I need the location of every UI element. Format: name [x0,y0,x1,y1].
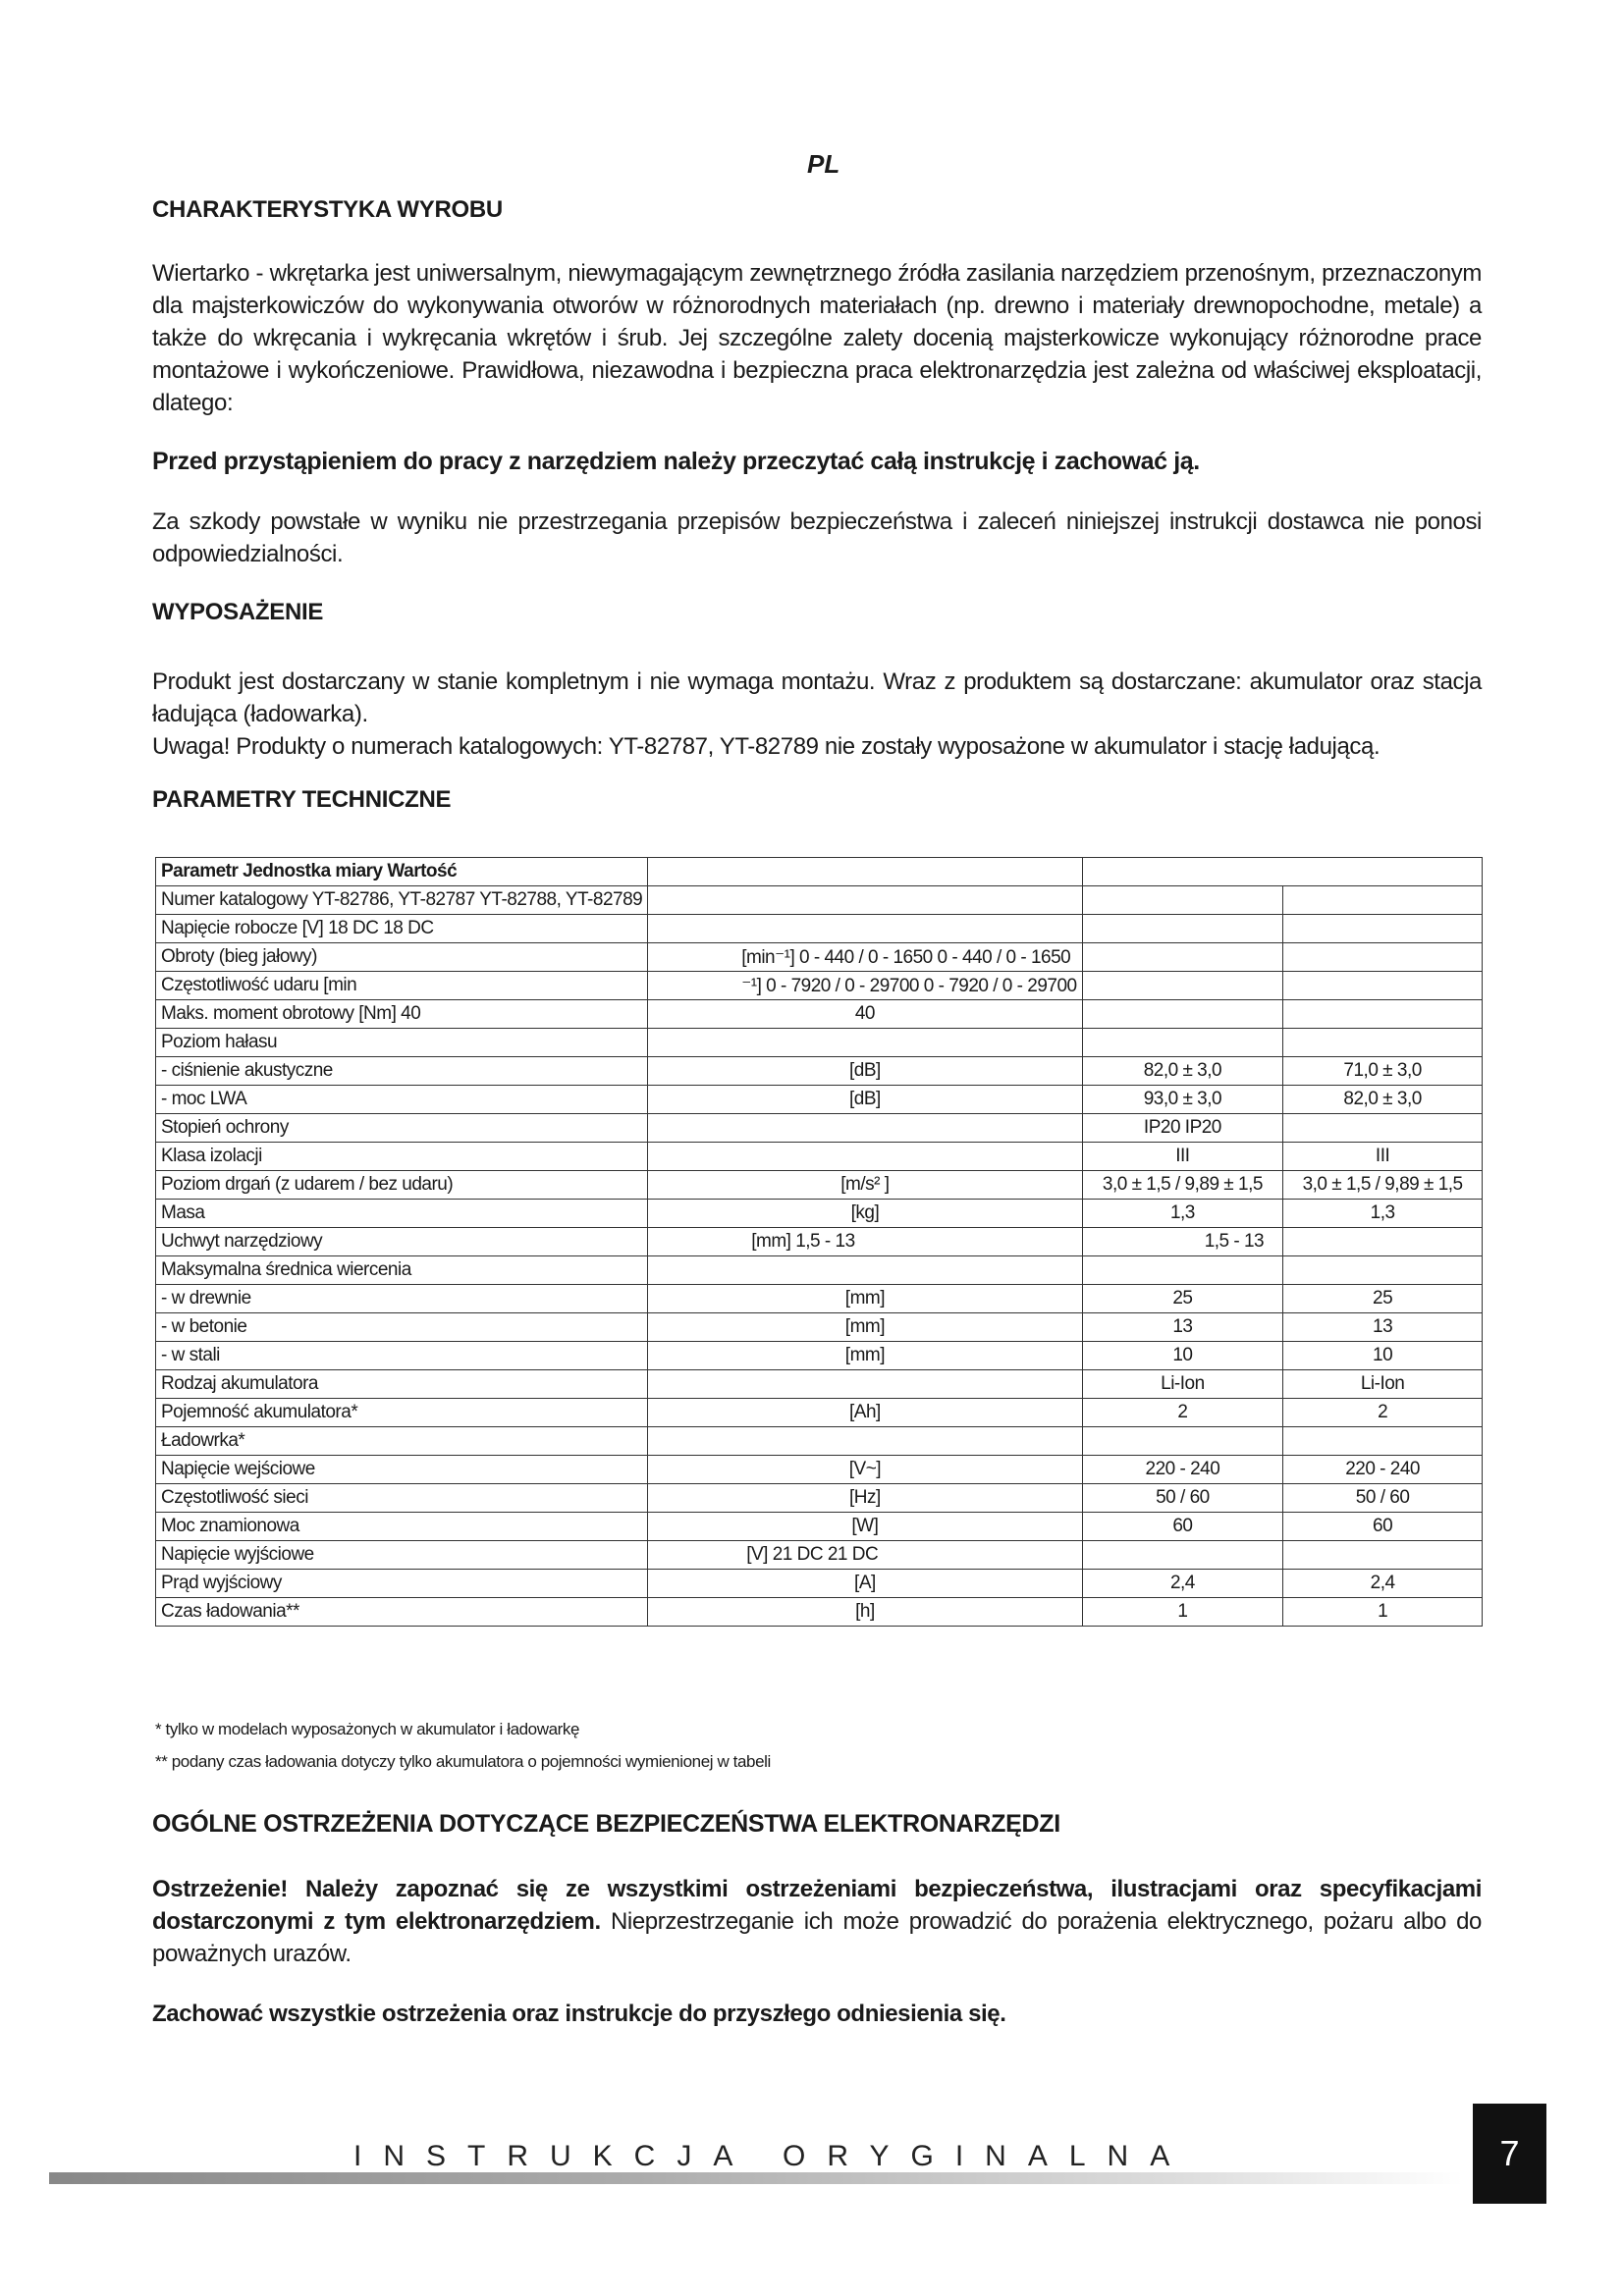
value-cell: 1,5 - 13 [1082,1228,1283,1256]
value-cell: 50 / 60 [1082,1484,1283,1513]
value-cell [1082,1000,1283,1029]
value-cell [1283,1000,1483,1029]
parameter-name-cell: Napięcie robocze [V] 18 DC 18 DC [156,915,648,943]
equipment-note: Uwaga! Produkty o numerach katalogowych: YT-82787, YT-82789 nie zostały wyposażone w akumulator i stację ładującą. [152,733,1380,760]
value-cell [1283,1114,1483,1143]
table-row [156,1285,1483,1313]
value-cell: 1,3 [1283,1200,1483,1228]
parameter-name-cell: Napięcie wejściowe [156,1456,648,1484]
parameter-name-cell: Poziom drgań (z udarem / bez udaru) [156,1171,648,1200]
value-cell: 25 [1283,1285,1483,1313]
value-cell [1283,886,1483,915]
section-heading-characteristics: CHARAKTERYSTYKA WYROBU [152,196,503,223]
table-row [156,1484,1483,1513]
value-cell: 71,0 ± 3,0 [1283,1057,1483,1086]
warning-bold-text: Ostrzeżenie! Należy zapoznać się ze wszystkimi ostrzeżeniami bezpieczeństwa, ilustracjami oraz specyfikacjami dostarczonymi z tym elektronarzędziem. [152,1876,1482,1935]
value-cell [1283,1228,1483,1256]
unit-cell [648,886,1082,915]
value-cell [1082,972,1283,1000]
parameter-name-cell: Rodzaj akumulatora [156,1370,648,1399]
table-row [156,1228,1483,1256]
value-cell [1283,972,1483,1000]
parameter-name-cell: Pojemność akumulatora* [156,1399,648,1427]
value-cell: 50 / 60 [1283,1484,1483,1513]
value-cell: IP20 IP20 [1082,1114,1283,1143]
keep-instructions-notice: Zachować wszystkie ostrzeżenia oraz instrukcje do przyszłego odniesienia się. [152,2001,1006,2027]
unit-cell [648,1256,1082,1285]
unit-cell: [mm] [648,1342,1082,1370]
value-cell: 2,4 [1283,1570,1483,1598]
value-cell: 1,3 [1082,1200,1283,1228]
table-row [156,1427,1483,1456]
parameter-name-cell: - ciśnienie akustyczne [156,1057,648,1086]
unit-cell [648,1114,1082,1143]
unit-cell: [dB] [648,1057,1082,1086]
table-row [156,1256,1483,1285]
unit-cell: [W] [648,1513,1082,1541]
value-cell [1082,1541,1283,1570]
unit-cell [648,1143,1082,1171]
value-cell: 1 [1283,1598,1483,1627]
table-row [156,1114,1483,1143]
value-cell: 10 [1082,1342,1283,1370]
value-cell [1283,1541,1483,1570]
unit-cell: [h] [648,1598,1082,1627]
unit-cell: [mm] 1,5 - 13 [648,1228,1082,1256]
table-row [156,1570,1483,1598]
table-row [156,886,1483,915]
table-row [156,915,1483,943]
value-cell: III [1283,1143,1483,1171]
table-row [156,1313,1483,1342]
parameter-name-cell: Stopień ochrony [156,1114,648,1143]
value-cell: 93,0 ± 3,0 [1082,1086,1283,1114]
language-label: PL [807,149,840,179]
value-cell: 3,0 ± 1,5 / 9,89 ± 1,5 [1283,1171,1483,1200]
value-cell: 3,0 ± 1,5 / 9,89 ± 1,5 [1082,1171,1283,1200]
table-row [156,1541,1483,1570]
value-cell: 60 [1283,1513,1483,1541]
read-instructions-notice: Przed przystąpieniem do pracy z narzędziem należy przeczytać całą instrukcję i zachować ją. [152,448,1200,475]
value-cell [1082,886,1283,915]
unit-cell [648,1427,1082,1456]
table-row [156,1342,1483,1370]
parameter-name-cell: Masa [156,1200,648,1228]
unit-cell: [V~] [648,1456,1082,1484]
table-row [156,1399,1483,1427]
unit-cell: [V] 21 DC 21 DC [648,1541,1082,1570]
value-cell [1082,1427,1283,1456]
unit-cell [648,1029,1082,1057]
table-row [156,1513,1483,1541]
value-cell: 82,0 ± 3,0 [1082,1057,1283,1086]
unit-cell: [Hz] [648,1484,1082,1513]
parameter-name-cell: Ładowrka* [156,1427,648,1456]
value-cell: 2 [1283,1399,1483,1427]
value-cell: III [1082,1143,1283,1171]
value-cell: 2,4 [1082,1570,1283,1598]
parameter-name-cell: Numer katalogowy YT-82786, YT-82787 YT-82788, YT-82789 [156,886,648,915]
parameter-name-cell: Moc znamionowa [156,1513,648,1541]
table-cell [1082,858,1482,886]
unit-cell: [A] [648,1570,1082,1598]
parameter-name-cell: - moc LWA [156,1086,648,1114]
value-cell [1283,943,1483,972]
footer-title: INSTRUKCJA ORYGINALNA [353,2140,1192,2172]
value-cell [1283,1427,1483,1456]
table-header-row [156,858,1483,886]
value-cell [1283,1256,1483,1285]
warning-text: Nieprzestrzeganie ich może prowadzić do porażenia elektrycznego, pożaru albo do poważnych urazów. [152,1908,1482,1967]
value-cell: Li-Ion [1082,1370,1283,1399]
value-cell: 25 [1082,1285,1283,1313]
table-row [156,1598,1483,1627]
value-cell [1082,915,1283,943]
table-cell [648,858,1082,886]
unit-cell: [mm] [648,1313,1082,1342]
parameter-name-cell: - w betonie [156,1313,648,1342]
unit-cell: [Ah] [648,1399,1082,1427]
table-row [156,1200,1483,1228]
parameter-name-cell: Prąd wyjściowy [156,1570,648,1598]
equipment-paragraph: Produkt jest dostarczany w stanie kompletnym i nie wymaga montażu. Wraz z produktem są dostarczane: akumulator oraz stacja ładująca (ładowarka). [152,668,1482,727]
value-cell: 1 [1082,1598,1283,1627]
value-cell: 220 - 240 [1283,1456,1483,1484]
unit-cell: [kg] [648,1200,1082,1228]
table-row [156,1456,1483,1484]
value-cell: 220 - 240 [1082,1456,1283,1484]
table-row [156,1370,1483,1399]
parameter-name-cell: Napięcie wyjściowe [156,1541,648,1570]
parameter-name-cell: Maks. moment obrotowy [Nm] 40 [156,1000,648,1029]
footnote-battery: * tylko w modelach wyposażonych w akumulator i ładowarkę [155,1720,580,1738]
parameter-name-cell: Obroty (bieg jałowy) [156,943,648,972]
unit-cell: [min⁻¹] 0 - 440 / 0 - 1650 0 - 440 / 0 - 1650 [648,943,1082,972]
table-row [156,1143,1483,1171]
section-heading-technical: PARAMETRY TECHNICZNE [152,786,452,813]
footer-gradient-bar [49,2172,1463,2184]
technical-parameters-table [155,857,1483,1627]
unit-cell: ⁻¹] 0 - 7920 / 0 - 29700 0 - 7920 / 0 - 29700 [648,972,1082,1000]
parameter-name-cell: - w stali [156,1342,648,1370]
value-cell [1283,1029,1483,1057]
parameter-name-cell: Maksymalna średnica wiercenia [156,1256,648,1285]
parameter-name-cell: Czas ładowania** [156,1598,648,1627]
unit-cell: [dB] [648,1086,1082,1114]
value-cell [1283,915,1483,943]
value-cell: 10 [1283,1342,1483,1370]
table-header-cell: Parametr Jednostka miary Wartość [156,858,648,886]
unit-cell [648,915,1082,943]
parameter-name-cell: Uchwyt narzędziowy [156,1228,648,1256]
value-cell: 60 [1082,1513,1283,1541]
safety-warning-paragraph [152,1873,1482,1970]
unit-cell [648,1370,1082,1399]
table-row [156,943,1483,972]
value-cell: Li-Ion [1283,1370,1483,1399]
unit-cell: [mm] [648,1285,1082,1313]
footnote-charging: ** podany czas ładowania dotyczy tylko akumulatora o pojemności wymienionej w tabeli [155,1752,771,1771]
section-heading-equipment: WYPOSAŻENIE [152,599,324,625]
parameter-name-cell: Częstotliwość udaru [min [156,972,648,1000]
page-number: 7 [1473,2104,1546,2204]
value-cell [1082,943,1283,972]
unit-cell: 40 [648,1000,1082,1029]
unit-cell: [m/s² ] [648,1171,1082,1200]
parameter-name-cell: Klasa izolacji [156,1143,648,1171]
value-cell: 2 [1082,1399,1283,1427]
liability-paragraph: Za szkody powstałe w wyniku nie przestrzegania przepisów bezpieczeństwa i zaleceń niniejszej instrukcji dostawca nie ponosi odpowiedzialności. [152,508,1482,567]
table-row [156,1000,1483,1029]
parameter-name-cell: Częstotliwość sieci [156,1484,648,1513]
value-cell: 13 [1283,1313,1483,1342]
table-row [156,1171,1483,1200]
value-cell: 82,0 ± 3,0 [1283,1086,1483,1114]
table-row [156,972,1483,1000]
table-row [156,1029,1483,1057]
value-cell: 13 [1082,1313,1283,1342]
section-heading-safety: OGÓLNE OSTRZEŻENIA DOTYCZĄCE BEZPIECZEŃSTWA ELEKTRONARZĘDZI [152,1810,1060,1838]
characteristics-paragraph: Wiertarko - wkrętarka jest uniwersalnym, niewymagającym zewnętrznego źródła zasilania narzędziem przenośnym, przeznaczonym dla majsterkowiczów do wykonywania otworów w różnorodnych materiałach (np. drewno i materiały drewnopochodne, metale) a także do wkręcania i wykręcania wkrętów i śrub. Jej szczególne zalety docenią majsterkowicze wykonujący różnorodne prace montażowe i wykończeniowe. Prawidłowa, niezawodna i bezpieczna praca elektronarzędzia jest zależna od właściwej eksploatacji, dlatego: [152,260,1482,416]
parameter-name-cell: - w drewnie [156,1285,648,1313]
table-row [156,1057,1483,1086]
parameter-name-cell: Poziom hałasu [156,1029,648,1057]
table-row [156,1086,1483,1114]
value-cell [1082,1256,1283,1285]
value-cell [1082,1029,1283,1057]
